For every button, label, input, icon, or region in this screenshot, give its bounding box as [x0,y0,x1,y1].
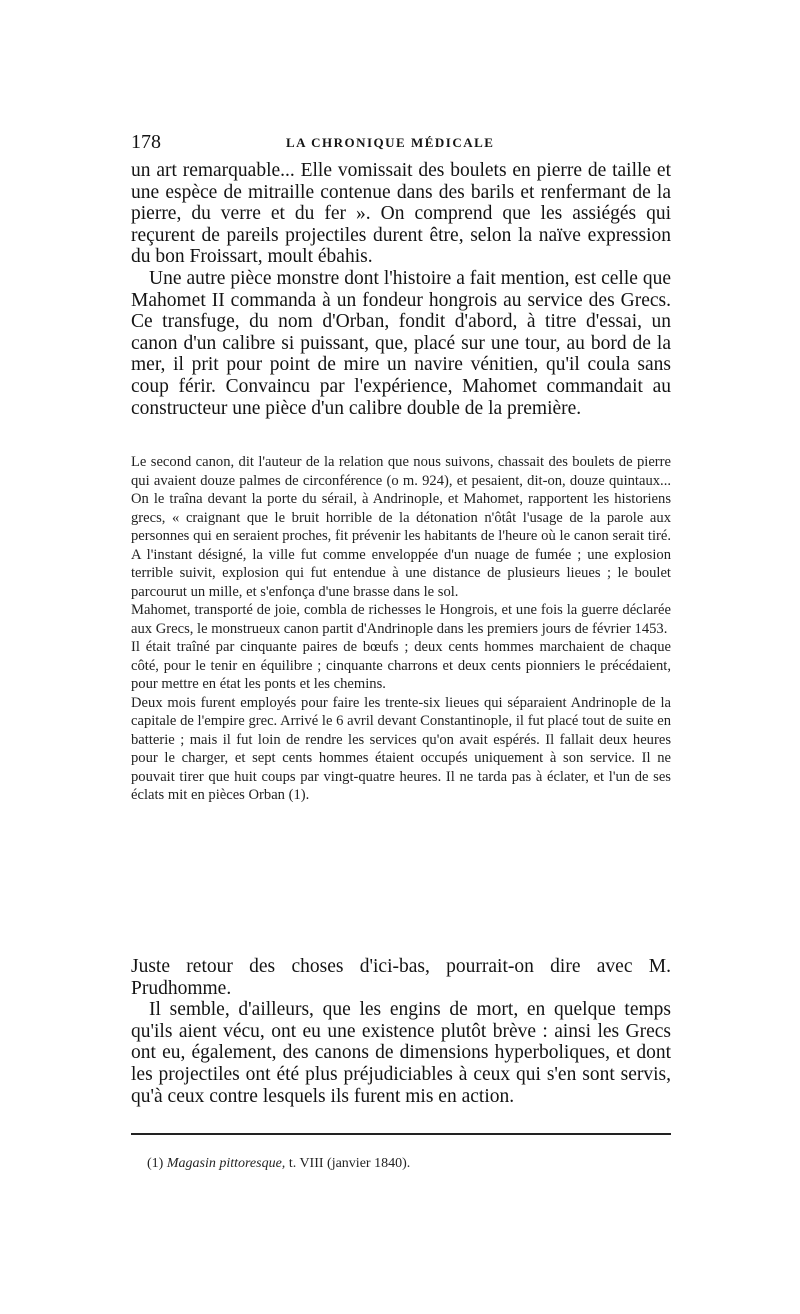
quote-paragraph: Il était traîné par cinquante paires de bœufs ; deux cents hommes marchaient de chaque côté, pour le tenir en équilibre ; cinquante charrons et deux cents pionniers le précédaient, pour mettre en état les ponts et les chemins. [131,639,671,692]
closing-paragraph: Juste retour des choses d'ici-bas, pourrait-on dire avec M. Prudhomme. [131,956,671,999]
quoted-passage [131,453,671,805]
main-paragraph: Une autre pièce monstre dont l'histoire a fait mention, est celle que Mahomet II commanda à un fondeur hongrois au service des Grecs. Ce transfuge, du nom d'Orban, fondit d'abord, à titre d'essai, un canon d'un calibre si puissant, que, placé sur une tour, au bord de la mer, il prit pour point de mire un navire vénitien, qu'il coula sans coup férir. Convaincu par l'expérience, Mahomet commandait au constructeur une pièce d'un calibre double de la première. [131,267,671,419]
footnote-detail: t. VIII (janvier 1840). [288,1156,411,1171]
quote-paragraph: Le second canon, dit l'auteur de la relation que nous suivons, chassait des boulets de pierre qui avaient douze palmes de circonférence (o m. 924), et pesaient, dit-on, douze quintaux... On le traîna devant la porte du sérail, à Andrinople, et Mahomet, rapportent les historiens grecs, « craignant que le bruit horrible de la détonation n'ôtât l'usage de la parole aux personnes qui en seraient proches, fit prévenir les habitants de l'heure où le canon serait tiré. A l'instant désigné, la ville fut comme enveloppée d'un nuage de fumée ; une explosion terrible suivit, explosion qui fut entendue à une distance de plusieurs lieues ; le boulet parcourut un mille, et s'enfonça d'une brasse dans le sol. [131,454,671,600]
running-head: LA CHRONIQUE MÉDICALE [286,135,495,150]
footnote-marker: (1) [147,1156,164,1171]
footnote-rule [131,1133,671,1135]
closing-text [131,956,671,1107]
page-header [131,131,671,155]
footnote [147,1156,410,1172]
quote-paragraph: Mahomet, transporté de joie, combla de richesses le Hongrois, et une fois la guerre déclarée aux Grecs, le monstrueux canon partit d'Andrinople dans les premiers jours de février 1453. [131,602,671,637]
footnote-title: Magasin pittoresque, [166,1156,286,1171]
main-paragraph: un art remarquable... Elle vomissait des boulets en pierre de taille et une espèce de mitraille contenue dans des barils et renfermant de la pierre, du verre et du fer ». On comprend que les assiégés qui reçurent de pareils projectiles durent être, selon la naïve expression du bon Froissart, moult ébahis. [131,160,671,268]
closing-paragraph: Il semble, d'ailleurs, que les engins de mort, en quelque temps qu'ils aient vécu, ont eu une existence plutôt brève : ainsi les Grecs ont eu, également, des canons de dimensions hyperboliques, et dont les projectiles ont été plus préjudiciables à ceux qui s'en sont servis, qu'à ceux contre lesquels ils furent mis en action. [131,999,671,1107]
main-text [131,160,671,419]
quote-paragraph: Deux mois furent employés pour faire les trente-six lieues qui séparaient Andrinople de la capitale de l'empire grec. Arrivé le 6 avril devant Constantinople, il fut placé tout de suite en batterie ; mais il fut loin de rendre les services qu'on avait espérés. Il fallait deux heures pour le charger, et sept cents hommes étaient occupés uniquement à son service. Il ne pouvait tirer que huit coups par vingt-quatre heures. Il ne tarda pas à éclater, et l'un de ses éclats mit en pièces Orban (1). [131,694,671,803]
page-number: 178 [131,131,161,153]
